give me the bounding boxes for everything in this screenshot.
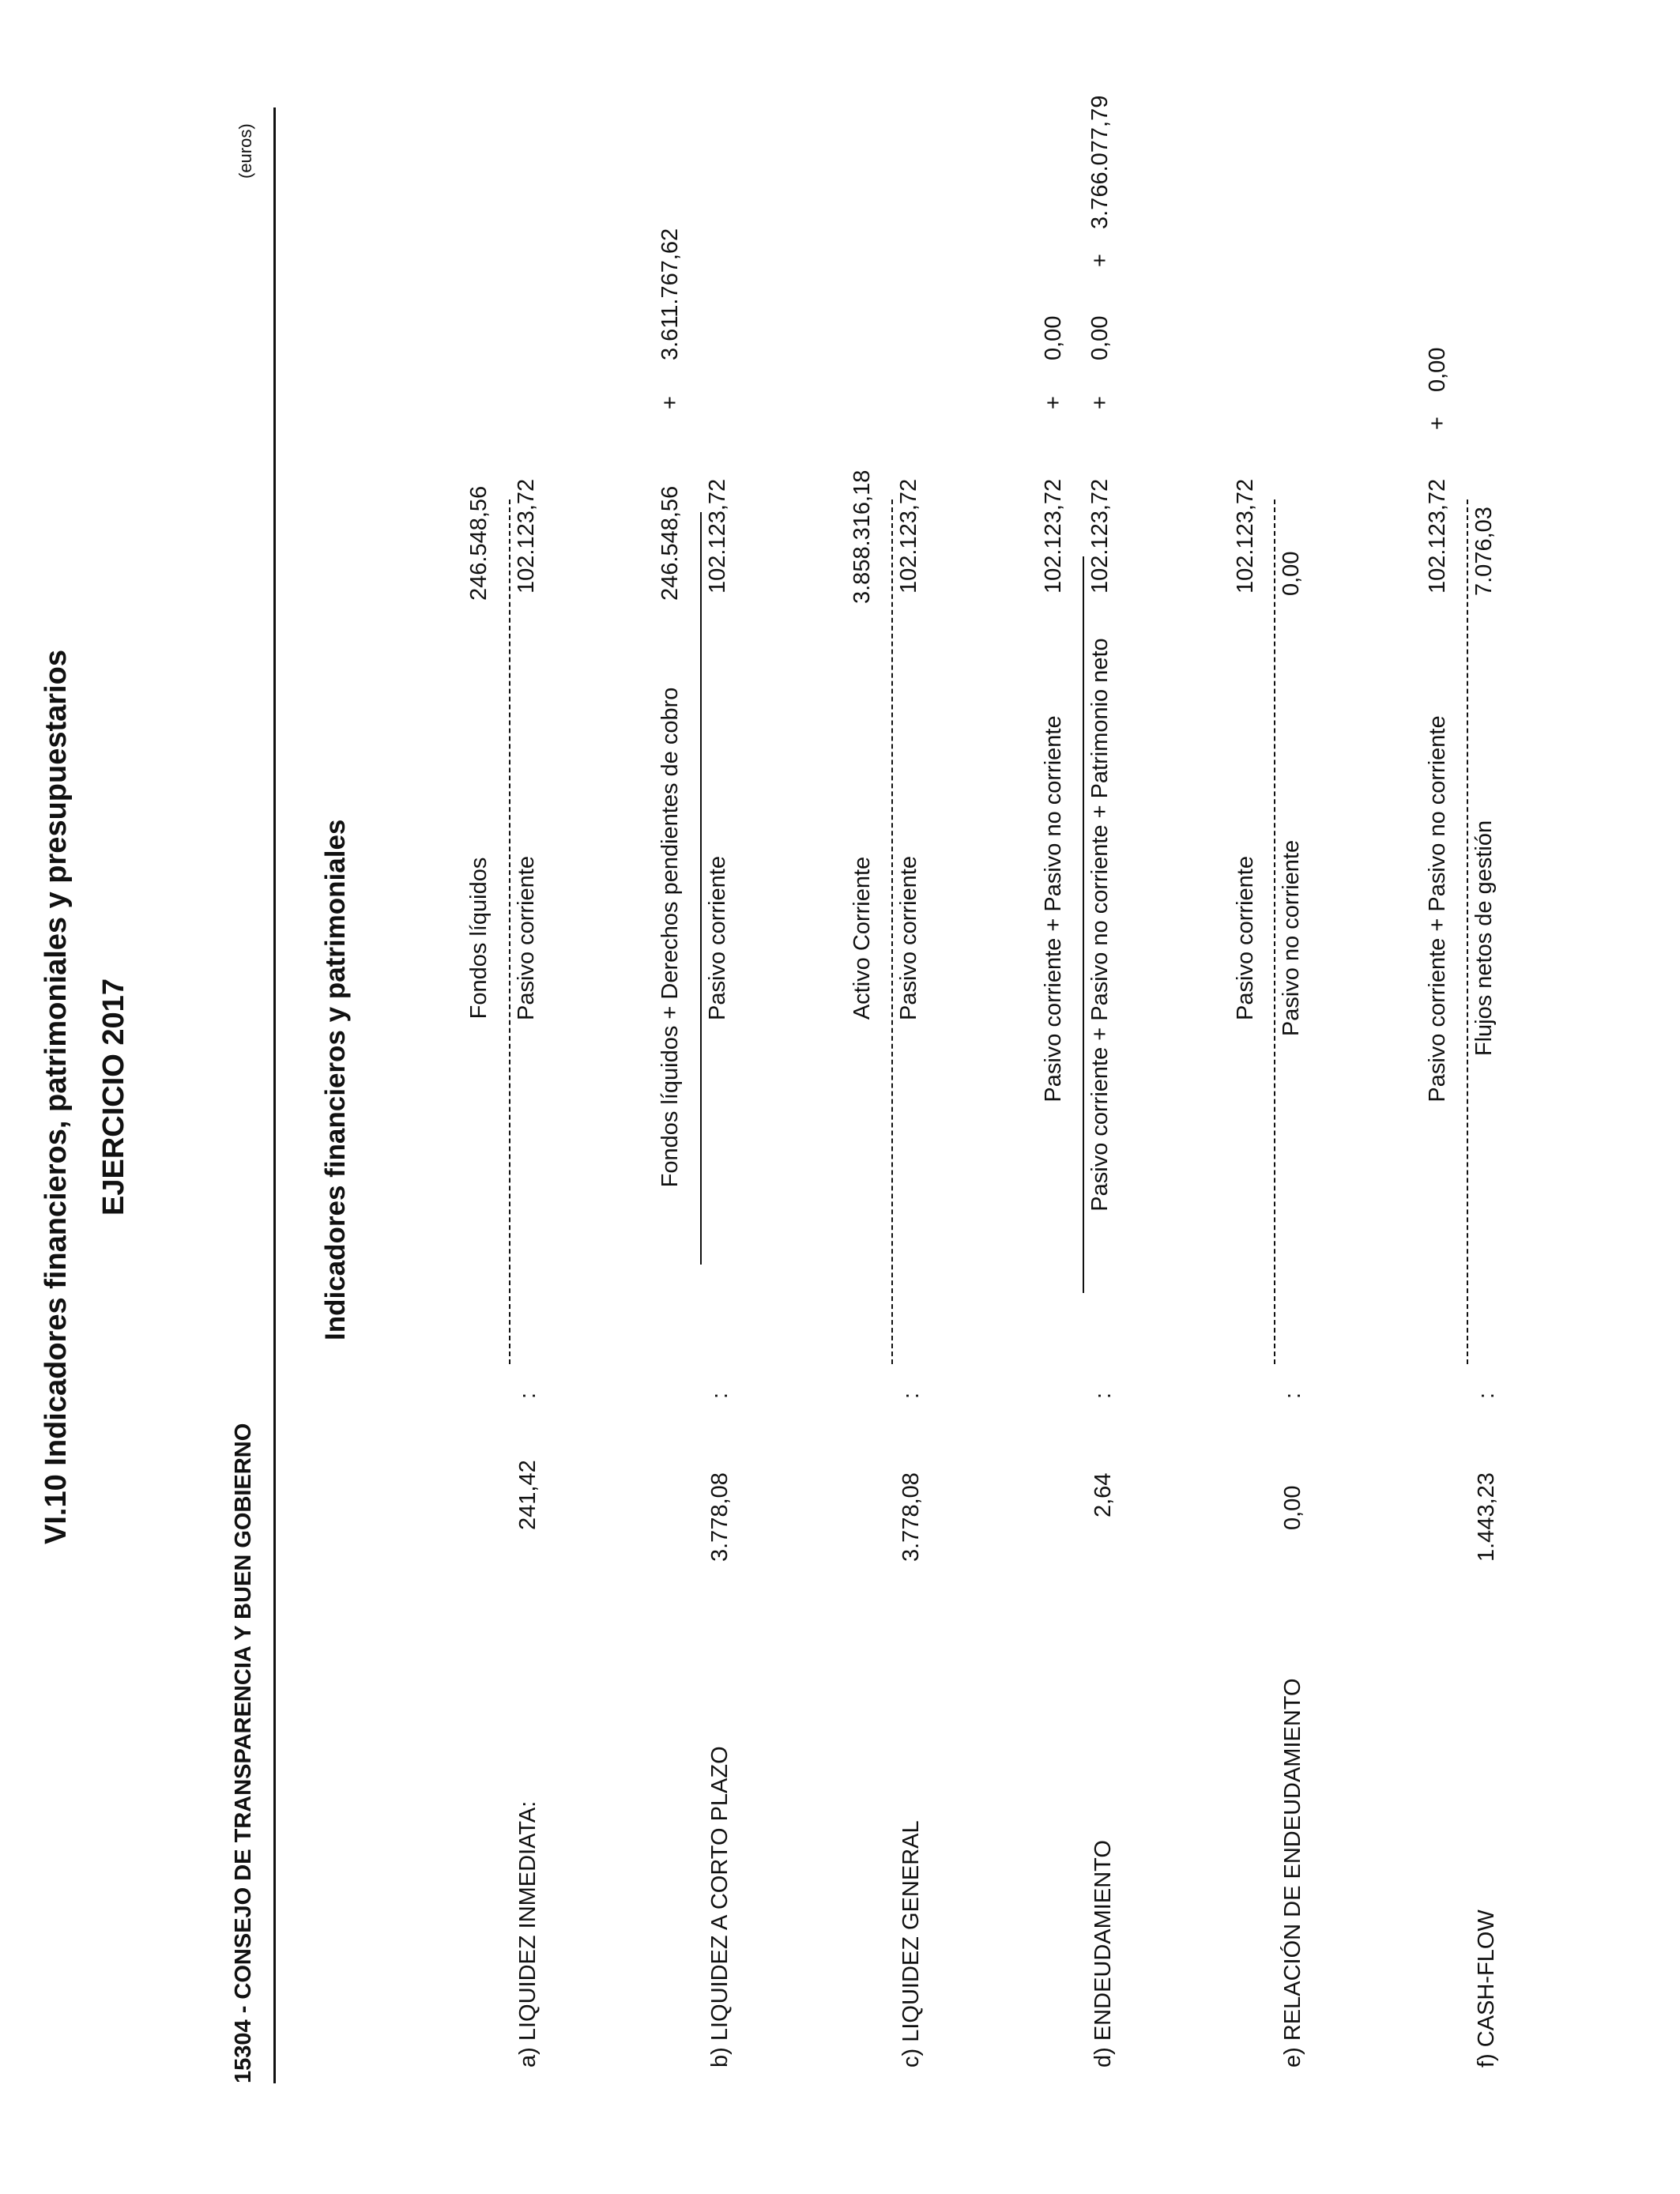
indicator-colon: : <box>1474 1392 1499 1399</box>
indicator-colon: : <box>515 1392 541 1399</box>
indicator-label: d) ENDEUDAMIENTO <box>1090 1840 1116 2068</box>
page-title: VI.10 Indicadores financieros, patrimoniales y presupuestarios <box>40 650 73 1544</box>
numerator-amount: 0,00 <box>1041 315 1066 360</box>
indicator-label: b) LIQUIDEZ A CORTO PLAZO <box>707 1746 733 2068</box>
numerator-label: Activo Corriente <box>849 856 875 1020</box>
currency-unit: (euros) <box>235 123 255 179</box>
header-rule <box>273 107 276 2083</box>
fraction-line <box>700 512 702 1265</box>
indicator-label: f) CASH-FLOW <box>1474 1909 1499 2068</box>
plus-sign: + <box>1087 254 1113 267</box>
entity-name: 15304 - CONSEJO DE TRANSPARENCIA Y BUEN GOBIERNO <box>231 1423 256 2083</box>
fraction-line <box>509 499 510 1364</box>
plus-sign: + <box>1041 396 1066 409</box>
indicator-colon: : <box>1090 1392 1116 1399</box>
denominator-amount: 0,00 <box>1279 551 1304 596</box>
denominator-label: Flujos netos de gestión <box>1471 820 1497 1057</box>
indicator-label: e) RELACIÓN DE ENDEUDAMIENTO <box>1280 1678 1305 2068</box>
denominator-amount: 0,00 <box>1087 315 1113 360</box>
numerator-label: Fondos líquidos + Derechos pendientes de cobro <box>657 687 683 1188</box>
indicator-value: 3.778,08 <box>707 1472 733 1562</box>
fiscal-year-heading: EJERCICIO 2017 <box>97 978 130 1216</box>
denominator-amount: 102.123,72 <box>896 478 921 594</box>
fraction-line <box>891 499 893 1364</box>
indicator-label: a) LIQUIDEZ INMEDIATA: <box>515 1800 541 2068</box>
denominator-amount: 3.766.077,79 <box>1087 95 1113 229</box>
plus-sign: + <box>657 396 683 409</box>
indicator-value: 2,64 <box>1090 1472 1116 1517</box>
denominator-amount: 7.076,03 <box>1471 507 1497 596</box>
denominator-label: Pasivo corriente <box>514 856 539 1020</box>
numerator-amount: 0,00 <box>1425 347 1450 392</box>
denominator-amount: 102.123,72 <box>705 478 730 594</box>
section-title: Indicadores financieros y patrimoniales <box>320 819 351 1340</box>
fraction-line <box>1467 499 1468 1364</box>
indicator-value: 1.443,23 <box>1474 1472 1499 1562</box>
denominator-label: Pasivo no corriente <box>1279 839 1304 1037</box>
indicator-label: c) LIQUIDEZ GENERAL <box>898 1820 924 2068</box>
fraction-line <box>1083 556 1084 1293</box>
indicator-colon: : <box>1280 1392 1305 1399</box>
numerator-amount: 102.123,72 <box>1041 478 1066 594</box>
denominator-label: Pasivo corriente <box>705 856 730 1020</box>
denominator-label: Pasivo corriente <box>896 856 921 1020</box>
indicator-value: 0,00 <box>1280 1485 1305 1530</box>
numerator-amount: 102.123,72 <box>1425 478 1450 594</box>
indicator-colon: : <box>707 1392 733 1399</box>
numerator-label: Fondos líquidos <box>466 857 492 1020</box>
numerator-label: Pasivo corriente + Pasivo no corriente <box>1425 715 1450 1103</box>
denominator-label: Pasivo corriente + Pasivo no corriente + Patrimonio neto <box>1087 638 1113 1212</box>
fraction-line <box>1274 499 1275 1364</box>
numerator-amount: 3.858.316,18 <box>849 469 875 604</box>
numerator-amount: 3.611.767,62 <box>657 228 683 360</box>
plus-sign: + <box>1087 396 1113 409</box>
indicator-value: 3.778,08 <box>898 1472 924 1562</box>
numerator-amount: 102.123,72 <box>1233 478 1258 594</box>
numerator-amount: 246.548,56 <box>466 485 492 601</box>
numerator-label: Pasivo corriente + Pasivo no corriente <box>1041 715 1066 1103</box>
denominator-amount: 102.123,72 <box>514 478 539 594</box>
numerator-label: Pasivo corriente <box>1233 856 1258 1020</box>
numerator-amount: 246.548,56 <box>657 485 683 601</box>
indicator-colon: : <box>898 1392 924 1399</box>
indicator-value: 241,42 <box>515 1460 541 1530</box>
denominator-amount: 102.123,72 <box>1087 478 1113 594</box>
plus-sign: + <box>1425 417 1450 430</box>
